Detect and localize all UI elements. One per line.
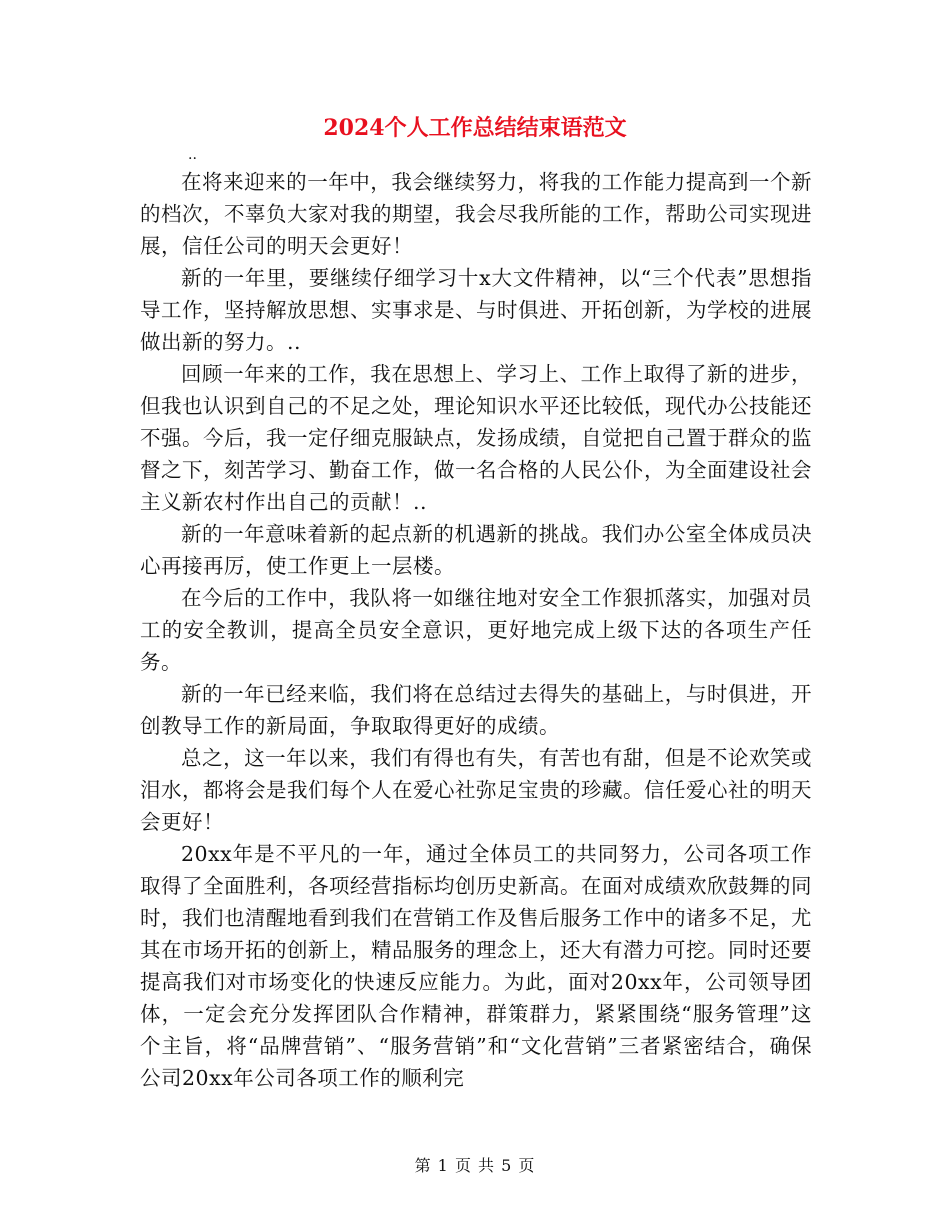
page-footer: 第 1 页 共 5 页 [414, 1156, 536, 1175]
paragraph-3: 回顾一年来的工作，我在思想上、学习上、工作上取得了新的进步，但我也认识到自己的不足之处，理论知识水平还比较低，现代办公技能还不强。今后，我一定仔细克服缺点，发扬成绩，自觉把自己置于群众的监督之下，刻苦学习、勤奋工作，做一名合格的人民公仆，为全面建设社会主义新农村作出自己的贡献！.. [140, 362, 812, 514]
paragraph-6: 新的一年已经来临，我们将在总结过去得失的基础上，与时俱进，开创教导工作的新局面，争取取得更好的成绩。 [140, 682, 812, 738]
paragraph-8: 20xx年是不平凡的一年，通过全体员工的共同努力，公司各项工作取得了全面胜利，各项经营指标均创历史新高。在面对成绩欢欣鼓舞的同时，我们也清醒地看到我们在营销工作及售后服务工作中的诸多不足，尤其在市场开拓的创新上，精品服务的理念上，还大有潜力可挖。同时还要提高我们对市场变化的快速反应能力。为此，面对20xx年，公司领导团体，一定会充分发挥团队合作精神，群策群力，紧紧围绕“服务管理”这个主旨，将“品牌营销”、“服务营销”和“文化营销”三者紧密结合，确保公司20xx年公司各项工作的顺利完 [140, 842, 812, 1090]
document-body [140, 166, 812, 1094]
leading-dots: .. [188, 147, 197, 163]
document-title: 2024个人工作总结结束语范文 [323, 115, 627, 141]
paragraph-2: 新的一年里，要继续仔细学习十x大文件精神，以“三个代表”思想指导工作，坚持解放思想、实事求是、与时俱进、开拓创新，为学校的进展做出新的努力。.. [140, 266, 812, 354]
paragraph-5: 在今后的工作中，我队将一如继往地对安全工作狠抓落实，加强对员工的安全教训，提高全员安全意识，更好地完成上级下达的各项生产任务。 [140, 586, 812, 674]
paragraph-4: 新的一年意味着新的起点新的机遇新的挑战。我们办公室全体成员决心再接再厉，使工作更上一层楼。 [140, 522, 812, 578]
paragraph-1: 在将来迎来的一年中，我会继续努力，将我的工作能力提高到一个新的档次，不辜负大家对我的期望，我会尽我所能的工作，帮助公司实现进展，信任公司的明天会更好！ [140, 170, 812, 258]
paragraph-7: 总之，这一年以来，我们有得也有失，有苦也有甜，但是不论欢笑或泪水，都将会是我们每个人在爱心社弥足宝贵的珍藏。信任爱心社的明天会更好！ [140, 746, 812, 834]
